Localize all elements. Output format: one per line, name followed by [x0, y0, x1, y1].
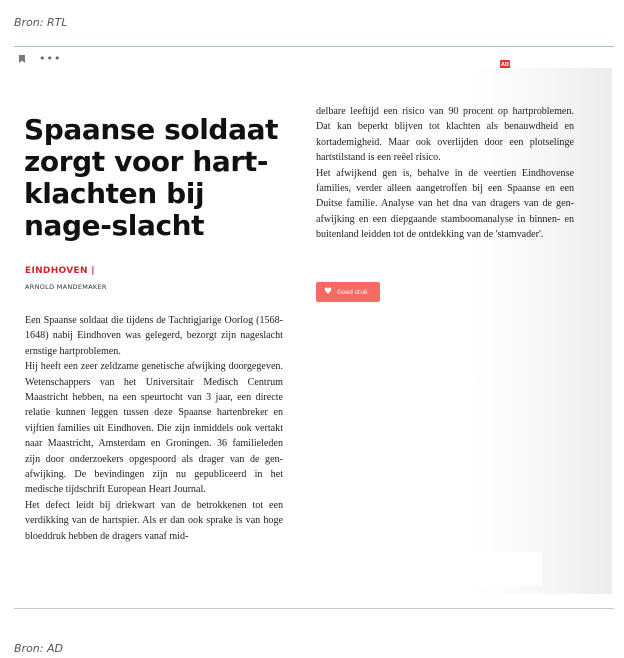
article-column-right [316, 104, 574, 243]
source-caption-top: Bron: RTL [14, 16, 68, 29]
paragraph: delbare leeftijd een risico van 90 procent op hartproblemen. Dat kan beperkt blijven tot klachten als benauwdheid en kortademigheid. Maar ook overlijden door een plotselinge hartstilstand is een reëel risico. [316, 106, 574, 164]
article-toolbar [14, 50, 61, 68]
like-button[interactable] [316, 282, 380, 302]
source-caption-bottom: Bron: AD [14, 642, 63, 655]
blank-box [392, 552, 542, 586]
article-column-left [25, 313, 283, 544]
bottom-divider [14, 608, 614, 609]
paragraph: Het defect leidt bij driekwart van de betrokkenen tot een verdikking van de hartspier. Als er dan ook sprake is van hoge bloeddruk hebben de dragers vanaf mid- [25, 499, 283, 542]
like-button-label: Goed stuk [337, 288, 368, 296]
ad-logo-icon: AD [500, 62, 510, 68]
more-options-icon[interactable]: ••• [39, 52, 62, 65]
top-divider [14, 46, 614, 47]
paragraph: Een Spaanse soldaat die tijdens de Tachtigjarige Oorlog (1568-1648) nabij Eindhoven was gelegerd, bezorgt zijn nageslacht ernstige hartproblemen. [25, 315, 283, 357]
paragraph: Hij heeft een zeer zeldzame genetische afwijking doorgegeven. Wetenschappers van het Universitair Medisch Centrum Maastricht hebben, na een speurtocht van 3 jaar, een directe relatie kunnen leggen tussen deze Spaanse hartenbreker en vijftien families uit Eindhoven. Die zijn inmiddels ook vertakt naar Maastricht, Amsterdam en Groningen. 36 familieleden zijn door onderzoekers opgespoord als drager van de gen-afwijking. De bevindingen zijn nu gepubliceerd in het medische tijdschrift European Heart Journal. [25, 361, 283, 496]
article-author: ARNOLD MANDEMAKER [25, 283, 107, 291]
article-location: EINDHOVEN | [25, 266, 95, 276]
bookmark-icon[interactable] [19, 55, 25, 63]
paragraph: Het afwijkend gen is, behalve in de veertien Eindhovense families, verder alleen aangetroffen bij een Spaanse en een Duitse familie. Analyse van het dna van dragers van de gen-afwijking en een diepgaande stamboomanalyse in binnen- en buitenland leidden tot de ontdekking van de 'stamvader'. [316, 167, 574, 241]
heart-icon: ♥ [324, 286, 333, 297]
article-headline: Spaanse soldaat zorgt voor hart-klachten bij nage-slacht [24, 113, 279, 242]
